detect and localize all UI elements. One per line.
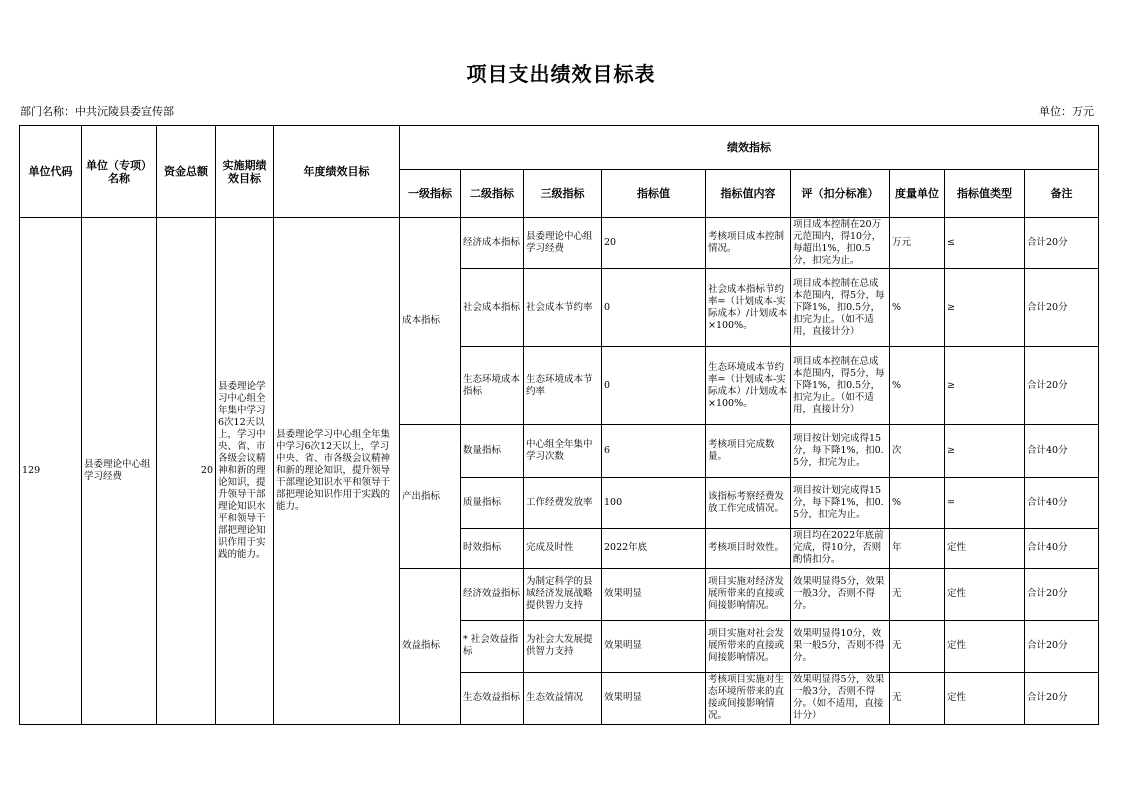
content-cell: 考核项目实施对生态环境所带来的直接或间接影响情况。 bbox=[706, 672, 791, 724]
type-cell: ≤ bbox=[945, 218, 1025, 269]
note-cell: 合计20分 bbox=[1025, 218, 1099, 269]
level3-cell: 为制定科学的县域经济发展战略提供智力支持 bbox=[524, 568, 602, 620]
measure-cell: 无 bbox=[890, 672, 945, 724]
header-performance: 绩效指标 bbox=[400, 126, 1099, 170]
fund-total-cell: 20 bbox=[157, 218, 216, 725]
type-cell: 定性 bbox=[945, 568, 1025, 620]
note-cell: 合计20分 bbox=[1025, 620, 1099, 672]
value-cell: 效果明显 bbox=[602, 672, 706, 724]
score-cell: 效果明显得5分，效果一般3分，否则不得分。（如不适用，直接计分） bbox=[791, 672, 890, 724]
level2-cell: 生态环境成本指标 bbox=[461, 347, 524, 425]
level3-cell: 生态环境成本节约率 bbox=[524, 347, 602, 425]
period-goal-cell: 县委理论学习中心组全年集中学习6次12天以上，学习中央、省、市各级会议精神和新的理论知识，提升领导干部理论知识水平和领导干部把理论知识作用于实践的能力。 bbox=[216, 218, 274, 725]
header-year-goal: 年度绩效目标 bbox=[274, 126, 400, 218]
type-cell: 定性 bbox=[945, 528, 1025, 568]
content-cell: 生态环境成本节约率=（计划成本-实际成本）/计划成本×100%。 bbox=[706, 347, 791, 425]
header-value: 指标值 bbox=[602, 170, 706, 218]
value-cell: 效果明显 bbox=[602, 620, 706, 672]
measure-cell: 无 bbox=[890, 568, 945, 620]
content-cell: 考核项目时效性。 bbox=[706, 528, 791, 568]
score-cell: 项目按计划完成得15分，每下降1%，扣0.5分，扣完为止。 bbox=[791, 477, 890, 528]
type-cell: ≥ bbox=[945, 425, 1025, 477]
level3-cell: 为社会大发展提供智力支持 bbox=[524, 620, 602, 672]
content-cell: 社会成本指标节约率=（计划成本-实际成本）/计划成本×100%。 bbox=[706, 269, 791, 347]
performance-table bbox=[19, 125, 1099, 725]
measure-cell: % bbox=[890, 347, 945, 425]
level2-cell: * 社会效益指标 bbox=[461, 620, 524, 672]
score-cell: 项目成本控制在20万元范围内，得10分，每超出1%，扣0.5分，扣完为止。 bbox=[791, 218, 890, 269]
header-type: 指标值类型 bbox=[945, 170, 1025, 218]
measure-cell: % bbox=[890, 477, 945, 528]
value-cell: 6 bbox=[602, 425, 706, 477]
level3-cell: 生态效益情况 bbox=[524, 672, 602, 724]
type-cell: = bbox=[945, 477, 1025, 528]
level3-cell: 中心组全年集中学习次数 bbox=[524, 425, 602, 477]
header-level3: 三级指标 bbox=[524, 170, 602, 218]
header-measure: 度量单位 bbox=[890, 170, 945, 218]
content-cell: 考核项目成本控制情况。 bbox=[706, 218, 791, 269]
table-row bbox=[20, 218, 1099, 269]
header-level1: 一级指标 bbox=[400, 170, 461, 218]
level2-cell: 经济成本指标 bbox=[461, 218, 524, 269]
level2-cell: 生态效益指标 bbox=[461, 672, 524, 724]
level1-cell: 产出指标 bbox=[400, 425, 461, 568]
level1-cell: 成本指标 bbox=[400, 218, 461, 425]
header-score: 评（扣分标准） bbox=[791, 170, 890, 218]
type-cell: 定性 bbox=[945, 620, 1025, 672]
level2-cell: 经济效益指标 bbox=[461, 568, 524, 620]
note-cell: 合计40分 bbox=[1025, 425, 1099, 477]
header-note: 备注 bbox=[1025, 170, 1099, 218]
score-cell: 项目成本控制在总成本范围内，得5分，每下降1%，扣0.5分，扣完为止。（如不适用，直接计分） bbox=[791, 347, 890, 425]
measure-cell: % bbox=[890, 269, 945, 347]
header-fund-total: 资金总额 bbox=[157, 126, 216, 218]
department-name: 部门名称：中共沅陵县委宣传部 bbox=[20, 105, 174, 118]
level2-cell: 数量指标 bbox=[461, 425, 524, 477]
type-cell: 定性 bbox=[945, 672, 1025, 724]
page-title: 项目支出绩效目标表 bbox=[466, 62, 656, 86]
level2-cell: 时效指标 bbox=[461, 528, 524, 568]
year-goal-cell: 县委理论学习中心组全年集中学习6次12天以上，学习中央、省、市各级会议精神和新的理论知识，提升领导干部理论知识水平和领导干部把理论知识作用于实践的能力。 bbox=[274, 218, 400, 725]
header-content: 指标值内容 bbox=[706, 170, 791, 218]
type-cell: ≥ bbox=[945, 269, 1025, 347]
measure-cell: 无 bbox=[890, 620, 945, 672]
level2-cell: 社会成本指标 bbox=[461, 269, 524, 347]
value-cell: 100 bbox=[602, 477, 706, 528]
value-cell: 20 bbox=[602, 218, 706, 269]
score-cell: 项目成本控制在总成本范围内，得5分，每下降1%，扣0.5分，扣完为止。（如不适用，直接计分） bbox=[791, 269, 890, 347]
header-unit-code: 单位代码 bbox=[20, 126, 82, 218]
level3-cell: 县委理论中心组学习经费 bbox=[524, 218, 602, 269]
header-level2: 二级指标 bbox=[461, 170, 524, 218]
type-cell: ≥ bbox=[945, 347, 1025, 425]
content-cell: 考核项目完成数量。 bbox=[706, 425, 791, 477]
unit-code-cell: 129 bbox=[20, 218, 82, 725]
level3-cell: 工作经费发放率 bbox=[524, 477, 602, 528]
score-cell: 效果明显得5分，效果一般3分，否则不得分。 bbox=[791, 568, 890, 620]
content-cell: 项目实施对经济发展所带来的直接或间接影响情况。 bbox=[706, 568, 791, 620]
score-cell: 项目按计划完成得15分，每下降1%，扣0.5分，扣完为止。 bbox=[791, 425, 890, 477]
value-cell: 效果明显 bbox=[602, 568, 706, 620]
header-unit-name: 单位（专项）名称 bbox=[82, 126, 157, 218]
note-cell: 合计20分 bbox=[1025, 672, 1099, 724]
value-cell: 0 bbox=[602, 347, 706, 425]
note-cell: 合计40分 bbox=[1025, 528, 1099, 568]
content-cell: 该指标考察经费发放工作完成情况。 bbox=[706, 477, 791, 528]
note-cell: 合计20分 bbox=[1025, 269, 1099, 347]
level3-cell: 完成及时性 bbox=[524, 528, 602, 568]
value-cell: 0 bbox=[602, 269, 706, 347]
note-cell: 合计20分 bbox=[1025, 347, 1099, 425]
unit-name-cell: 县委理论中心组学习经费 bbox=[82, 218, 157, 725]
level2-cell: 质量指标 bbox=[461, 477, 524, 528]
measure-cell: 次 bbox=[890, 425, 945, 477]
currency-unit: 单位：万元 bbox=[1039, 105, 1094, 118]
score-cell: 效果明显得10分，效果一般5分，否则不得分。 bbox=[791, 620, 890, 672]
header-period-goal: 实施期绩效目标 bbox=[216, 126, 274, 218]
note-cell: 合计20分 bbox=[1025, 568, 1099, 620]
content-cell: 项目实施对社会发展所带来的直接或间接影响情况。 bbox=[706, 620, 791, 672]
score-cell: 项目均在2022年底前完成，得10分，否则酌情扣分。 bbox=[791, 528, 890, 568]
value-cell: 2022年底 bbox=[602, 528, 706, 568]
measure-cell: 万元 bbox=[890, 218, 945, 269]
level3-cell: 社会成本节约率 bbox=[524, 269, 602, 347]
note-cell: 合计40分 bbox=[1025, 477, 1099, 528]
level1-cell: 效益指标 bbox=[400, 568, 461, 724]
measure-cell: 年 bbox=[890, 528, 945, 568]
